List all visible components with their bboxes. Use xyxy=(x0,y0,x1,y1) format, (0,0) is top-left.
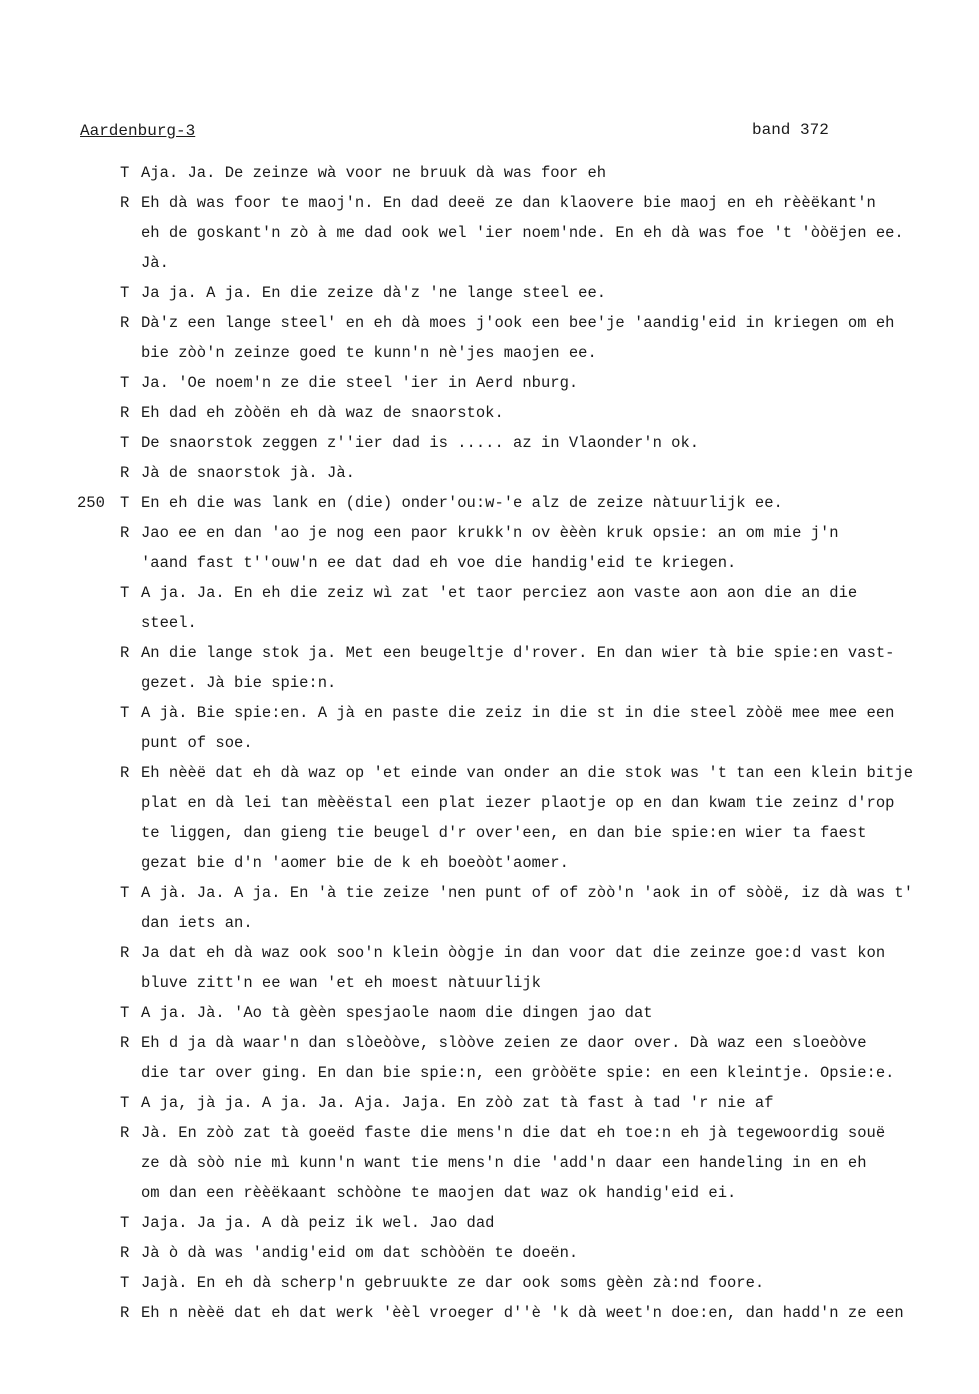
transcript-line xyxy=(0,794,979,824)
transcript-line xyxy=(0,284,979,314)
transcript-line xyxy=(0,434,979,464)
transcript-line xyxy=(0,1184,979,1214)
line-number: 250 xyxy=(77,494,105,512)
transcript-line xyxy=(0,1304,979,1334)
line-text: A ja. Jà. 'Ao tà gèèn spesjaole naom die dingen jao dat xyxy=(141,1004,653,1022)
line-text: dan iets an. xyxy=(141,914,253,932)
transcript-line xyxy=(0,1274,979,1304)
line-text: gezat bie d'n 'aomer bie de k eh boeòòt'aomer. xyxy=(141,854,569,872)
transcript-line xyxy=(0,374,979,404)
line-text: punt of soe. xyxy=(141,734,253,752)
document-title: Aardenburg-3 xyxy=(80,122,196,140)
transcript-line xyxy=(0,674,979,704)
line-text: plat en dà lei tan mèèëstal een plat iezer plaotje op en dan kwam tie zeinz d'rop xyxy=(141,794,895,812)
speaker-label: T xyxy=(120,374,130,392)
line-text: Jà. En zòò zat tà goeëd faste die mens'n die dat eh toe:n eh jà tegewoordig souë xyxy=(141,1124,886,1142)
transcript-line xyxy=(0,1154,979,1184)
line-text: Jaja. Ja ja. A dà peiz ik wel. Jao dad xyxy=(141,1214,495,1232)
line-text: bluve zitt'n ee wan 'et eh moest nàtuurlijk xyxy=(141,974,541,992)
transcript-line xyxy=(0,224,979,254)
transcript-line xyxy=(0,1094,979,1124)
transcript-line xyxy=(0,974,979,1004)
transcript-line xyxy=(0,314,979,344)
speaker-label: R xyxy=(120,404,130,422)
line-text: En eh die was lank en (die) onder'ou:w-'e alz de zeize nàtuurlijk ee. xyxy=(141,494,783,512)
transcript-line xyxy=(0,404,979,434)
transcript-line xyxy=(0,464,979,494)
transcript-line xyxy=(0,1214,979,1244)
speaker-label: T xyxy=(120,434,130,452)
transcript-line xyxy=(0,614,979,644)
speaker-label: R xyxy=(120,464,130,482)
speaker-label: T xyxy=(120,494,130,512)
transcript-line xyxy=(0,914,979,944)
line-text: eh de goskant'n zò à me dad ook wel 'ier noem'nde. En eh dà was foe 't 'òòëjen ee. xyxy=(141,224,904,242)
speaker-label: T xyxy=(120,884,130,902)
transcript-line xyxy=(0,944,979,974)
speaker-label: R xyxy=(120,764,130,782)
band-number: band 372 xyxy=(752,121,829,139)
line-text: Jà. xyxy=(141,254,169,272)
speaker-label: T xyxy=(120,1214,130,1232)
line-text: A jà. Bie spie:en. A jà en paste die zeiz in die st in die steel zòòë mee mee een xyxy=(141,704,895,722)
line-text: Ja. 'Oe noem'n ze die steel 'ier in Aerd nburg. xyxy=(141,374,579,392)
speaker-label: R xyxy=(120,944,130,962)
line-text: Eh dad eh zòòën eh dà waz de snaorstok. xyxy=(141,404,504,422)
line-text: Jao ee en dan 'ao je nog een paor krukk'n ov èèèn kruk opsie: an om mie j'n xyxy=(141,524,839,542)
transcript-line xyxy=(0,734,979,764)
transcript-line xyxy=(0,764,979,794)
line-text: Eh nèèë dat eh dà waz op 'et einde van onder an die stok was 't tan een klein bitje xyxy=(141,764,914,782)
speaker-label: T xyxy=(120,704,130,722)
speaker-label: R xyxy=(120,314,130,332)
transcript-line xyxy=(0,1064,979,1094)
transcript-line xyxy=(0,164,979,194)
speaker-label: T xyxy=(120,164,130,182)
line-text: Jajà. En eh dà scherp'n gebruukte ze dar ook soms gèèn zà:nd foore. xyxy=(141,1274,765,1292)
transcript-line xyxy=(0,644,979,674)
speaker-label: R xyxy=(120,194,130,212)
transcript-line xyxy=(0,194,979,224)
speaker-label: R xyxy=(120,524,130,542)
line-text: die tar over ging. En dan bie spie:n, een gròòëte spie: en een kleintje. Opsie:e. xyxy=(141,1064,895,1082)
transcript-line xyxy=(0,704,979,734)
speaker-label: R xyxy=(120,1124,130,1142)
transcript-line xyxy=(0,494,979,524)
line-text: Eh n nèèë dat eh dat werk 'èèl vroeger d''è 'k dà weet'n doe:en, dan hadd'n ze een xyxy=(141,1304,904,1322)
transcript-line xyxy=(0,254,979,284)
line-text: Aja. Ja. De zeinze wà voor ne bruuk dà was foor eh xyxy=(141,164,607,182)
transcript-line xyxy=(0,524,979,554)
line-text: gezet. Jà bie spie:n. xyxy=(141,674,337,692)
line-text: bie zòò'n zeinze goed te kunn'n nè'jes maojen ee. xyxy=(141,344,597,362)
transcript-line xyxy=(0,554,979,584)
speaker-label: T xyxy=(120,1004,130,1022)
line-text: Ja dat eh dà waz ook soo'n klein òògje in dan voor dat die zeinze goe:d vast kon xyxy=(141,944,886,962)
line-text: Jà de snaorstok jà. Jà. xyxy=(141,464,355,482)
transcript-line xyxy=(0,824,979,854)
transcript-line xyxy=(0,1034,979,1064)
line-text: Jà ò dà was 'andig'eid om dat schòòën te doeën. xyxy=(141,1244,579,1262)
line-text: A jà. Ja. A ja. En 'à tie zeize 'nen punt of of zòò'n 'aok in of sòòë, iz dà was t' xyxy=(141,884,914,902)
speaker-label: T xyxy=(120,1274,130,1292)
line-text: Ja ja. A ja. En die zeize dà'z 'ne lange steel ee. xyxy=(141,284,607,302)
transcript-lines xyxy=(0,164,979,1334)
transcript-line xyxy=(0,884,979,914)
transcript-line xyxy=(0,584,979,614)
line-text: An die lange stok ja. Met een beugeltje d'rover. En dan wier tà bie spie:en vast- xyxy=(141,644,895,662)
line-text: om dan een rèèëkaant schòòne te maojen dat waz ok handig'eid ei. xyxy=(141,1184,737,1202)
speaker-label: T xyxy=(120,284,130,302)
transcript-line xyxy=(0,1004,979,1034)
speaker-label: R xyxy=(120,644,130,662)
speaker-label: T xyxy=(120,1094,130,1112)
transcript-line xyxy=(0,854,979,884)
transcript-line xyxy=(0,1124,979,1154)
line-text: A ja. Ja. En eh die zeiz wì zat 'et taor perciez aon vaste aon aon die an die xyxy=(141,584,858,602)
speaker-label: T xyxy=(120,584,130,602)
line-text: Eh dà was foor te maoj'n. En dad deeë ze dan klaovere bie maoj en eh rèèëkant'n xyxy=(141,194,876,212)
line-text: A ja, jà ja. A ja. Ja. Aja. Jaja. En zòò zat tà fast à tad 'r nie af xyxy=(141,1094,774,1112)
line-text: 'aand fast t''ouw'n ee dat dad eh voe die handig'eid te kriegen. xyxy=(141,554,737,572)
transcript-line xyxy=(0,344,979,374)
line-text: Eh d ja dà waar'n dan slòeòòve, slòòve zeien ze daor over. Dà waz een sloeòòve xyxy=(141,1034,867,1052)
line-text: te liggen, dan gieng tie beugel d'r over'een, en dan bie spie:en wier ta faest xyxy=(141,824,867,842)
transcript-line xyxy=(0,1244,979,1274)
line-text: Dà'z een lange steel' en eh dà moes j'ook een bee'je 'aandig'eid in kriegen om eh xyxy=(141,314,895,332)
line-text: ze dà sòò nie mì kunn'n want tie mens'n die 'add'n daar een handeling in en eh xyxy=(141,1154,867,1172)
line-text: De snaorstok zeggen z''ier dad is ..... az in Vlaonder'n ok. xyxy=(141,434,700,452)
speaker-label: R xyxy=(120,1304,130,1322)
speaker-label: R xyxy=(120,1034,130,1052)
speaker-label: R xyxy=(120,1244,130,1262)
line-text: steel. xyxy=(141,614,197,632)
